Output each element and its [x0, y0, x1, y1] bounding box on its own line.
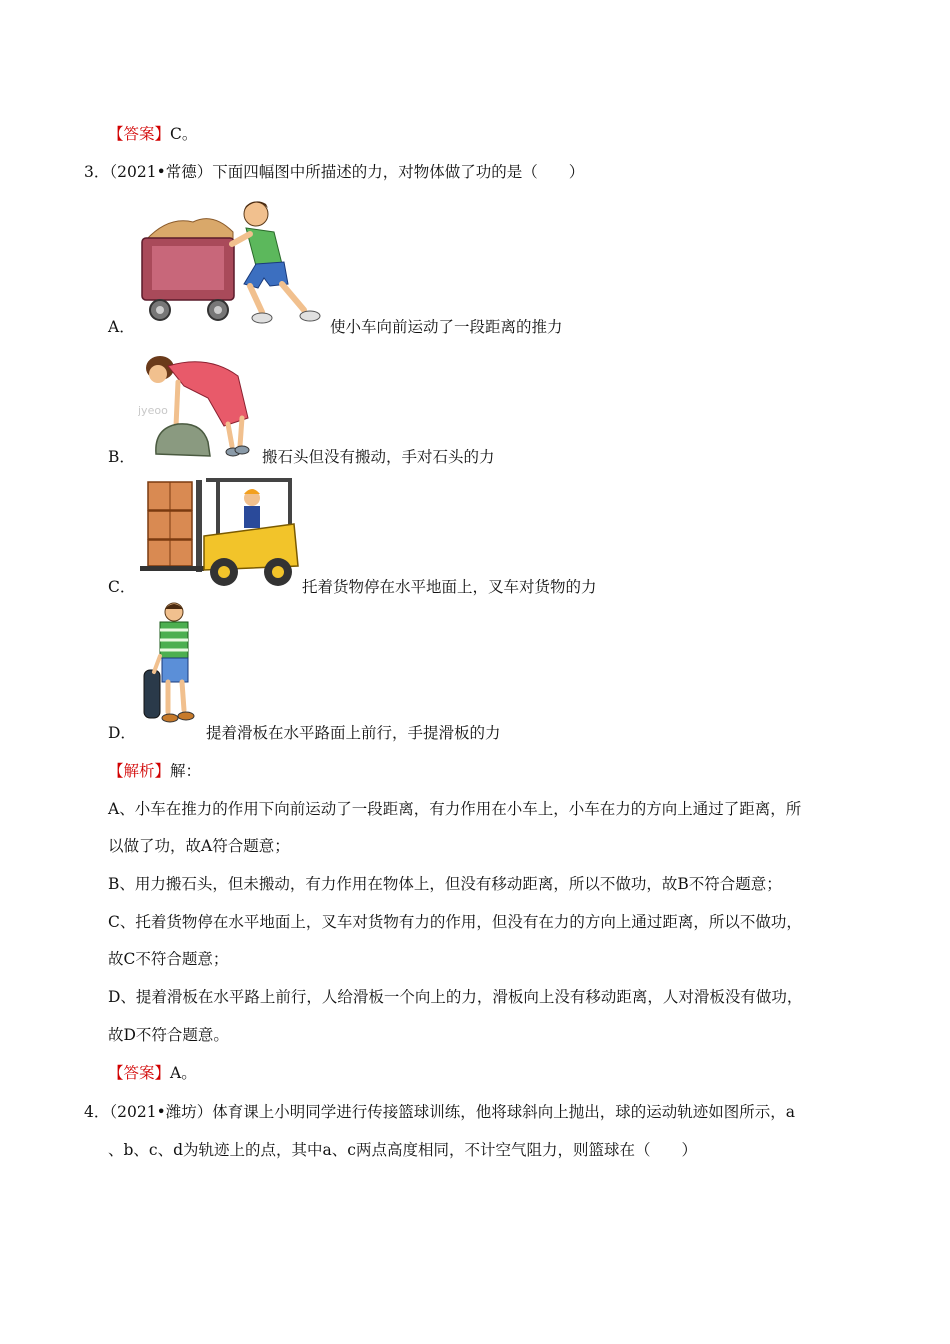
question-4-stem-line2: 、b、c、d为轨迹上的点，其中a、c两点高度相同，不计空气阻力，则篮球在（ ） — [108, 1141, 697, 1159]
analysis-lead: 解： — [170, 762, 202, 780]
watermark: jyeoo — [138, 404, 168, 417]
question-4-stem — [84, 1100, 795, 1122]
answer-text: A。 — [170, 1064, 197, 1082]
analysis-line: C、托着货物停在水平地面上，叉车对货物有力的作用，但没有在力的方向上通过距离，所以不做功， — [108, 913, 802, 931]
option-b-text: 搬石头但没有搬动，手对石头的力 — [262, 448, 495, 466]
analysis-tag: 【解析】 — [108, 762, 171, 780]
analysis-line: 故D不符合题意。 — [108, 1026, 229, 1044]
option-letter: D． — [108, 724, 136, 742]
analysis-line: A、小车在推力的作用下向前运动了一段距离，有力作用在小车上，小车在力的方向上通过了距离，所 — [108, 800, 802, 818]
analysis-line: 故C不符合题意； — [108, 950, 229, 968]
answer-text: C。 — [170, 125, 198, 143]
analysis-line: 以做了功，故A符合题意； — [108, 837, 290, 855]
forklift-with-boxes-figure — [140, 474, 300, 590]
prev-answer — [108, 122, 197, 144]
option-b — [108, 445, 135, 467]
option-d — [108, 721, 136, 743]
question-text: （2021•潍坊）体育课上小明同学进行传接篮球训练，他将球斜向上抛出，球的运动轨迹如图所示，a — [109, 1103, 795, 1121]
option-d-text: 提着滑板在水平路面上前行，手提滑板的力 — [206, 724, 501, 742]
q3-answer — [108, 1061, 197, 1083]
question-3-stem — [84, 160, 584, 182]
question-number: 3． — [84, 163, 110, 181]
analysis-header — [108, 759, 201, 781]
option-letter: C． — [108, 578, 136, 596]
option-a — [108, 315, 135, 337]
boy-pushing-cart-figure — [138, 198, 328, 326]
question-number: 4． — [84, 1103, 110, 1121]
answer-tag: 【答案】 — [108, 1064, 171, 1082]
answer-tag: 【答案】 — [108, 125, 171, 143]
boy-carrying-skateboard-figure — [140, 600, 204, 728]
option-letter: B． — [108, 448, 135, 466]
question-text: （2021•常德）下面四幅图中所描述的力，对物体做了功的是（ ） — [109, 163, 585, 181]
woman-lifting-stone-figure — [138, 346, 260, 460]
option-letter: A． — [108, 318, 135, 336]
analysis-line: B、用力搬石头，但未搬动，有力作用在物体上，但没有移动距离，所以不做功，故B不符合题意； — [108, 875, 782, 893]
option-c-text: 托着货物停在水平地面上，叉车对货物的力 — [302, 578, 597, 596]
option-a-text: 使小车向前运动了一段距离的推力 — [330, 318, 563, 336]
analysis-line: D、提着滑板在水平路上前行，人给滑板一个向上的力，滑板向上没有移动距离，人对滑板没有做功， — [108, 988, 803, 1006]
option-c — [108, 575, 135, 597]
